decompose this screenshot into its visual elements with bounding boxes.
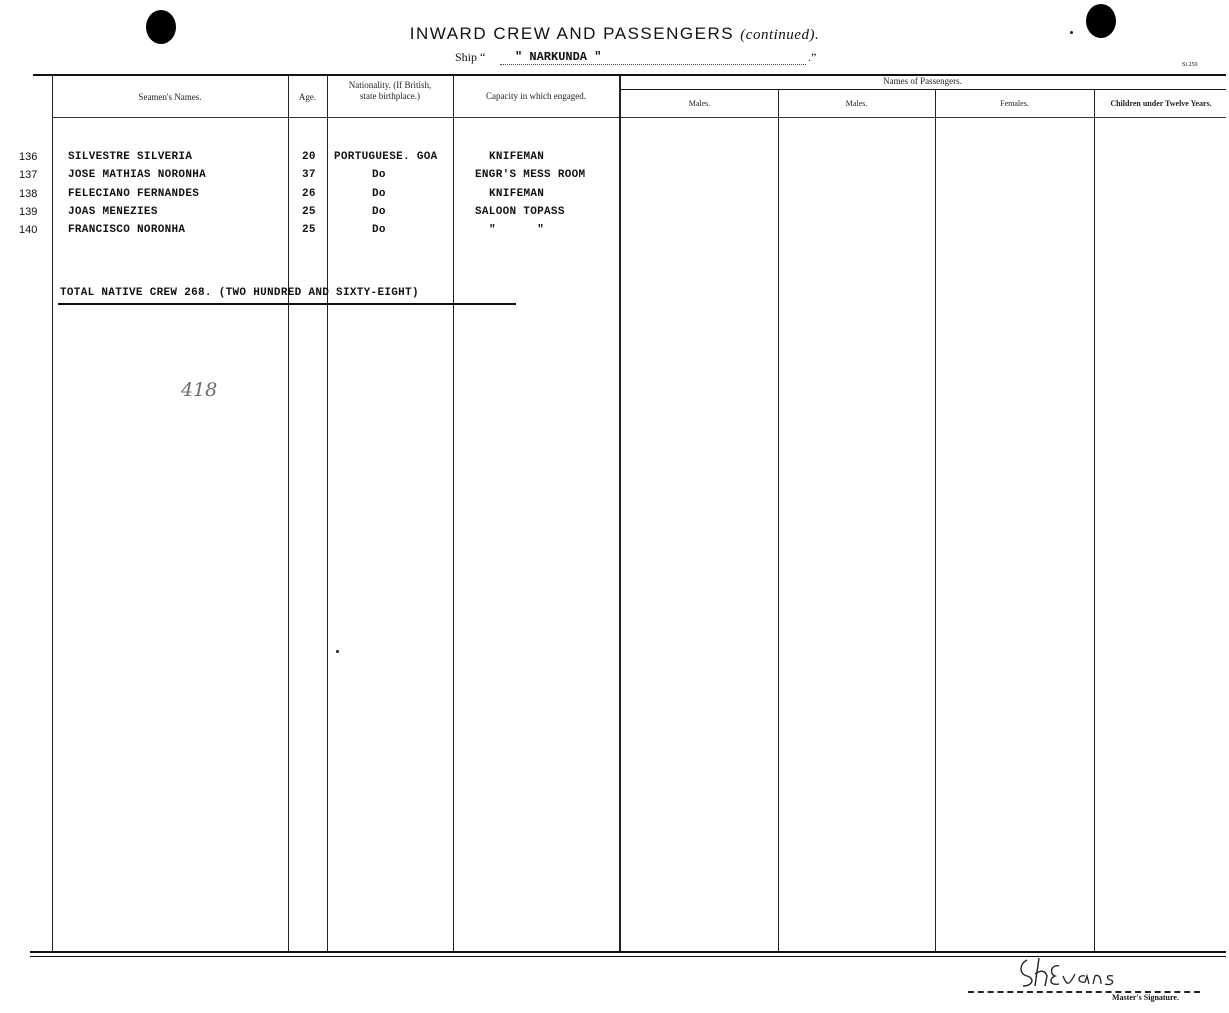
seaman-age: 20 <box>302 151 316 163</box>
passengers-group-rule <box>619 89 1226 90</box>
title-main: INWARD CREW AND PASSENGERS <box>409 24 735 43</box>
row-number: 140 <box>19 224 38 236</box>
ink-speck <box>336 650 339 653</box>
seaman-name: SILVESTRE SILVERIA <box>68 151 193 163</box>
seaman-nationality: PORTUGUESE. GOA <box>334 151 438 163</box>
header-females: Females. <box>1000 99 1029 108</box>
header-children: Children under Twelve Years. <box>1110 99 1212 108</box>
header-males-1: Males. <box>688 99 711 108</box>
seaman-capacity: " " <box>489 224 545 236</box>
row-number: 138 <box>19 188 38 200</box>
seaman-capacity: ENGR'S MESS ROOM <box>475 169 586 181</box>
header-bottom-rule <box>52 117 1226 118</box>
total-crew-line: TOTAL NATIVE CREW 268. (TWO HUNDRED AND SIXTY-EIGHT) <box>60 287 419 299</box>
column-divider <box>52 76 53 951</box>
ship-label: Ship “ <box>455 50 486 64</box>
column-divider <box>453 76 454 951</box>
master-signature-scrawl <box>1005 952 1135 994</box>
seaman-nationality: Do <box>372 224 386 236</box>
seaman-name: FRANCISCO NORONHA <box>68 224 186 236</box>
ship-close-quote: .” <box>808 50 817 64</box>
header-males-2: Males. <box>845 99 868 108</box>
column-divider <box>778 90 779 951</box>
seaman-name: JOSE MATHIAS NORONHA <box>68 169 207 181</box>
signature-label: Master's Signature. <box>1112 993 1179 1002</box>
seaman-nationality: Do <box>372 188 386 200</box>
seaman-age: 25 <box>302 206 316 218</box>
signature-drawing <box>1005 952 1135 994</box>
page-title <box>0 24 1229 44</box>
column-divider <box>935 90 936 951</box>
seaman-age: 37 <box>302 169 316 181</box>
header-passengers-group: Names of Passengers. <box>883 76 962 86</box>
header-seamens-names: Seamen's Names. <box>138 92 202 102</box>
seaman-age: 25 <box>302 224 316 236</box>
column-divider <box>288 76 289 951</box>
seaman-capacity: KNIFEMAN <box>489 151 545 163</box>
column-divider <box>327 76 328 951</box>
seaman-age: 26 <box>302 188 316 200</box>
ship-name-dotted-line <box>500 64 806 65</box>
row-number: 139 <box>19 206 38 218</box>
form-number: Si 250 <box>1182 62 1198 68</box>
pencil-note: 418 <box>181 379 218 401</box>
seaman-capacity: SALOON TOPASS <box>475 206 565 218</box>
seaman-capacity: KNIFEMAN <box>489 188 545 200</box>
header-nationality: Nationality. (If British, state birthplace.) <box>348 80 432 101</box>
seaman-name: JOAS MENEZIES <box>68 206 158 218</box>
row-number: 137 <box>19 169 38 181</box>
column-divider <box>1094 90 1095 951</box>
ship-name: " NARKUNDA " <box>515 50 602 64</box>
total-underline <box>58 303 516 305</box>
seaman-name: FELECIANO FERNANDES <box>68 188 200 200</box>
column-divider <box>619 76 621 951</box>
row-number: 136 <box>19 151 38 163</box>
header-capacity: Capacity in which engaged. <box>486 91 586 101</box>
title-suffix: (continued). <box>740 27 820 43</box>
seaman-nationality: Do <box>372 206 386 218</box>
header-age: Age. <box>298 92 317 102</box>
seaman-nationality: Do <box>372 169 386 181</box>
